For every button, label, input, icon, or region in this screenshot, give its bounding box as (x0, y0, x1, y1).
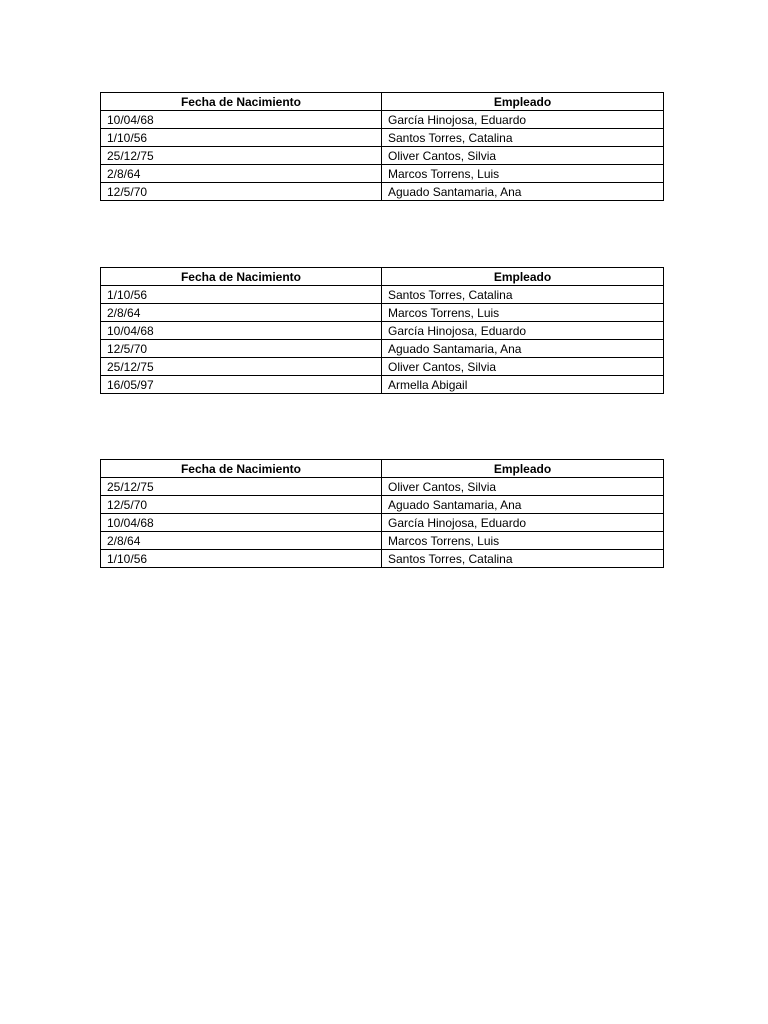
employee-cell: García Hinojosa, Eduardo (382, 111, 664, 129)
birthdate-cell: 12/5/70 (101, 496, 382, 514)
table-row (101, 286, 664, 304)
birthdate-cell: 2/8/64 (101, 304, 382, 322)
table-row (101, 478, 664, 496)
column-header-employee: Empleado (382, 268, 664, 286)
table-row (101, 496, 664, 514)
table-row (101, 322, 664, 340)
birthdate-cell: 2/8/64 (101, 165, 382, 183)
employee-cell: Aguado Santamaria, Ana (382, 340, 664, 358)
birthdate-cell: 10/04/68 (101, 322, 382, 340)
birthdate-cell: 25/12/75 (101, 147, 382, 165)
employee-cell: Oliver Cantos, Silvia (382, 147, 664, 165)
table-row (101, 358, 664, 376)
birthdate-cell: 16/05/97 (101, 376, 382, 394)
table-row (101, 550, 664, 568)
table-row (101, 183, 664, 201)
employee-cell: Santos Torres, Catalina (382, 129, 664, 147)
employee-cell: García Hinojosa, Eduardo (382, 514, 664, 532)
birthdate-cell: 1/10/56 (101, 286, 382, 304)
table-row (101, 147, 664, 165)
employee-cell: Aguado Santamaria, Ana (382, 183, 664, 201)
employee-table-original (100, 92, 664, 201)
table-row (101, 376, 664, 394)
table-row (101, 304, 664, 322)
birthdate-cell: 12/5/70 (101, 340, 382, 358)
birthdate-cell: 10/04/68 (101, 514, 382, 532)
birthdate-cell: 2/8/64 (101, 532, 382, 550)
employee-cell: García Hinojosa, Eduardo (382, 322, 664, 340)
table-row (101, 129, 664, 147)
birthdate-cell: 10/04/68 (101, 111, 382, 129)
employee-cell: Santos Torres, Catalina (382, 286, 664, 304)
birthdate-cell: 25/12/75 (101, 358, 382, 376)
column-header-birthdate: Fecha de Nacimiento (101, 268, 382, 286)
birthdate-cell: 25/12/75 (101, 478, 382, 496)
column-header-birthdate: Fecha de Nacimiento (101, 93, 382, 111)
employee-cell: Aguado Santamaria, Ana (382, 496, 664, 514)
birthdate-cell: 1/10/56 (101, 129, 382, 147)
employee-cell: Oliver Cantos, Silvia (382, 478, 664, 496)
employee-cell: Oliver Cantos, Silvia (382, 358, 664, 376)
table-row (101, 514, 664, 532)
table-header-row (101, 268, 664, 286)
table-row (101, 111, 664, 129)
table-row (101, 165, 664, 183)
birthdate-cell: 1/10/56 (101, 550, 382, 568)
employee-cell: Marcos Torrens, Luis (382, 304, 664, 322)
column-header-birthdate: Fecha de Nacimiento (101, 460, 382, 478)
table-row (101, 532, 664, 550)
employee-cell: Armella Abigail (382, 376, 664, 394)
birthdate-cell: 12/5/70 (101, 183, 382, 201)
table-row (101, 340, 664, 358)
column-header-employee: Empleado (382, 460, 664, 478)
employee-table-sorted-ascending (100, 267, 664, 394)
table-header-row (101, 460, 664, 478)
employee-cell: Santos Torres, Catalina (382, 550, 664, 568)
employee-cell: Marcos Torrens, Luis (382, 532, 664, 550)
employee-cell: Marcos Torrens, Luis (382, 165, 664, 183)
table-header-row (101, 93, 664, 111)
employee-table-sorted-descending (100, 459, 664, 568)
column-header-employee: Empleado (382, 93, 664, 111)
